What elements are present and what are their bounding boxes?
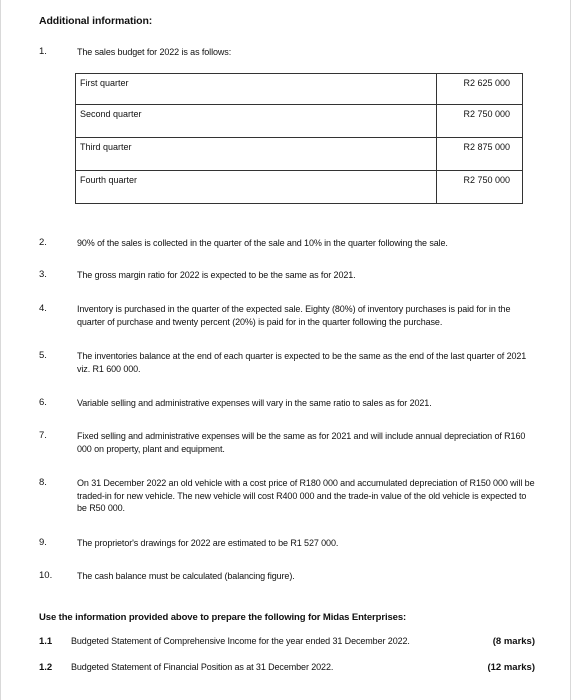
item-number: 1. xyxy=(39,46,47,57)
table-row xyxy=(76,138,523,171)
section-heading: Additional information: xyxy=(39,15,153,27)
item-number: 9. xyxy=(39,537,47,548)
item-text: The sales budget for 2022 is as follows: xyxy=(77,47,232,57)
amount-cell: R2 625 000 xyxy=(437,74,523,105)
sales-budget-table xyxy=(75,73,523,204)
question-text: Budgeted Statement of Financial Position as at 31 December 2022. xyxy=(71,662,334,672)
question-marks: (8 marks) xyxy=(492,636,535,647)
item-number: 6. xyxy=(39,397,47,408)
item-text: 90% of the sales is collected in the quarter of the sale and 10% in the quarter following the sale. xyxy=(77,238,448,248)
table-row xyxy=(76,105,523,138)
item-text: The proprietor's drawings for 2022 are estimated to be R1 527 000. xyxy=(77,538,339,548)
quarter-cell: First quarter xyxy=(76,74,437,105)
quarter-cell: Third quarter xyxy=(76,138,437,171)
instruction-text: Use the information provided above to prepare the following for Midas Enterprises: xyxy=(39,612,407,623)
item-text: Fixed selling and administrative expenses will be the same as for 2021 and will include annual depreciation of R160 000 on property, plant and equipment. xyxy=(77,431,526,454)
amount-cell: R2 875 000 xyxy=(437,138,523,171)
item-text: On 31 December 2022 an old vehicle with a cost price of R180 000 and accumulated depreciation of R150 000 will be traded-in for new vehicle. The new vehicle will cost R400 000 and the trade-in value of the old vehicle is expected to be R50 000. xyxy=(77,478,535,513)
quarter-cell: Second quarter xyxy=(76,105,437,138)
item-number: 3. xyxy=(39,269,47,280)
question-marks: (12 marks) xyxy=(487,662,535,673)
item-number: 10. xyxy=(39,570,53,581)
table-row xyxy=(76,171,523,204)
amount-cell: R2 750 000 xyxy=(437,105,523,138)
item-text: Variable selling and administrative expenses will vary in the same ratio to sales as for 2021. xyxy=(77,398,432,408)
item-number: 2. xyxy=(39,237,47,248)
item-number: 8. xyxy=(39,477,47,488)
question-number: 1.1 xyxy=(39,636,53,647)
item-text: Inventory is purchased in the quarter of the expected sale. Eighty (80%) of inventory purchases is paid for in the quarter of purchase and twenty percent (20%) is paid for in the quarter following the purchase. xyxy=(77,304,511,327)
question-number: 1.2 xyxy=(39,662,53,673)
item-text: The inventories balance at the end of each quarter is expected to be the same as the end of the last quarter of 2021 viz. R1 600 000. xyxy=(77,351,527,374)
item-text: The cash balance must be calculated (balancing figure). xyxy=(77,571,295,581)
quarter-cell: Fourth quarter xyxy=(76,171,437,204)
item-number: 5. xyxy=(39,350,47,361)
amount-cell: R2 750 000 xyxy=(437,171,523,204)
table-row xyxy=(76,74,523,105)
item-number: 4. xyxy=(39,303,47,314)
item-number: 7. xyxy=(39,430,47,441)
question-text: Budgeted Statement of Comprehensive Income for the year ended 31 December 2022. xyxy=(71,636,410,646)
item-text: The gross margin ratio for 2022 is expected to be the same as for 2021. xyxy=(77,270,356,280)
